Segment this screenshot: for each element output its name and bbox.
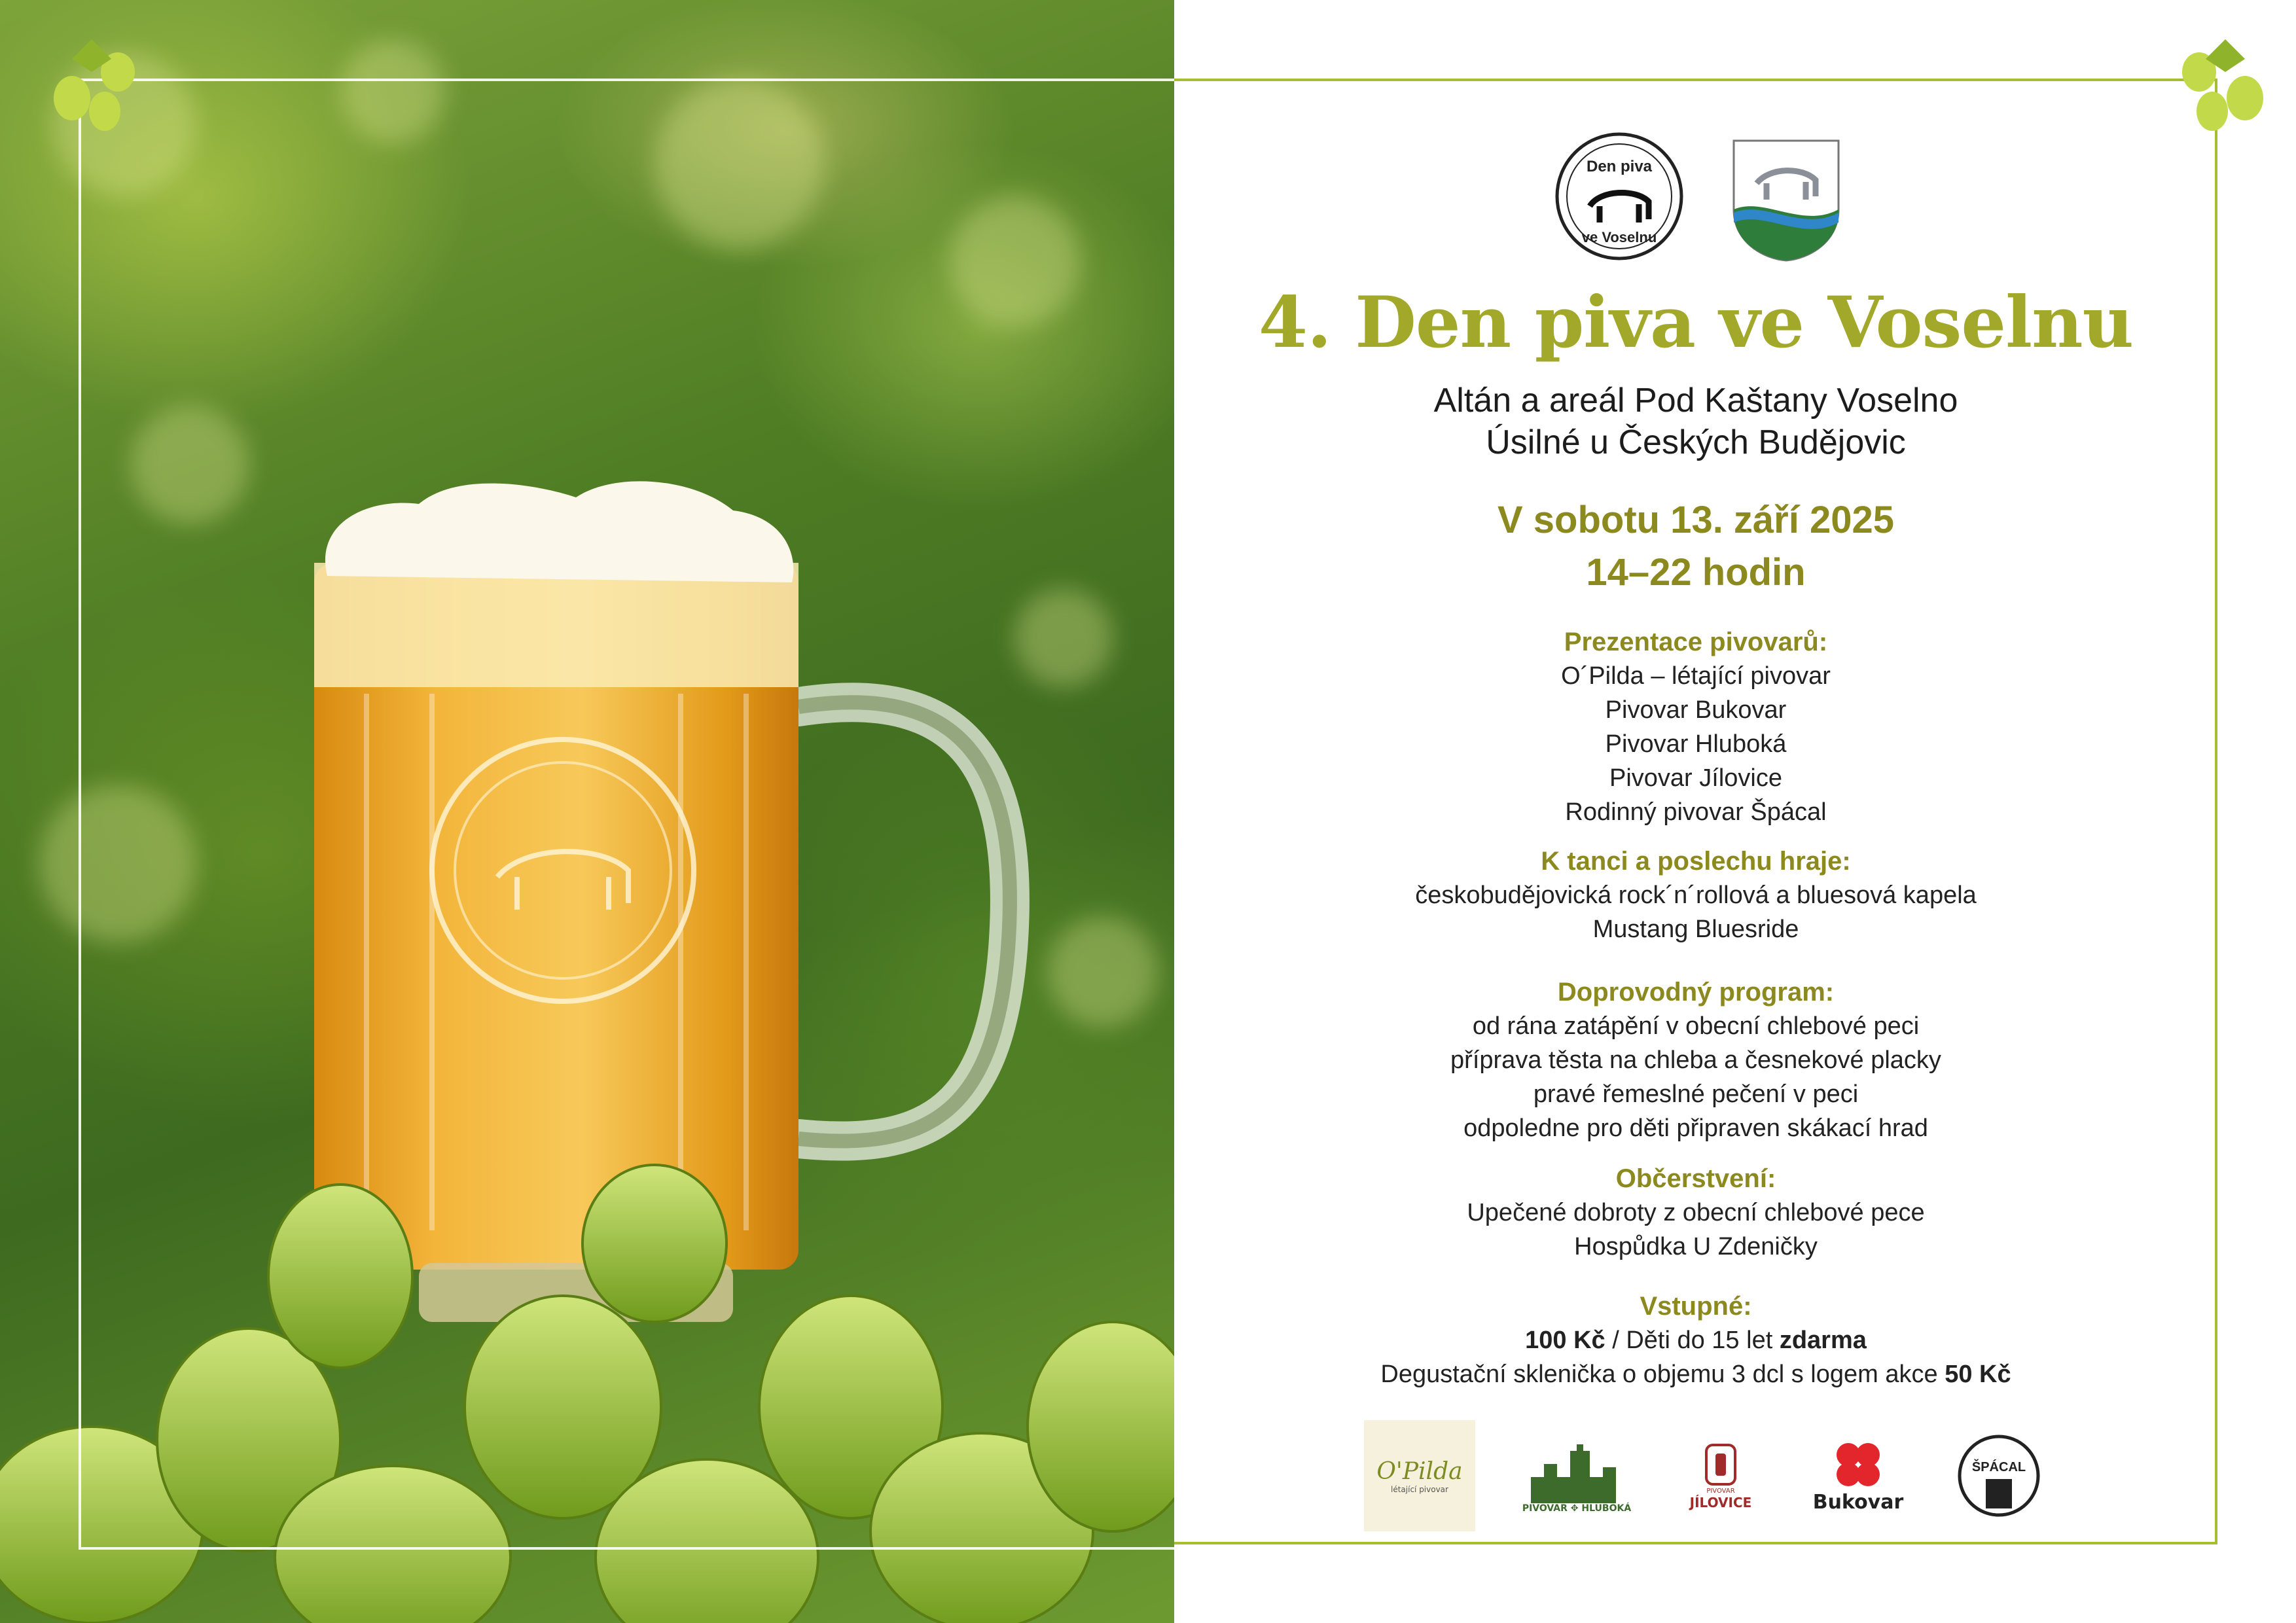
location-line: Úsilné u Českých Budějovic bbox=[1486, 423, 1906, 461]
list-item: Upečené dobroty z obecní chlebové pece bbox=[1467, 1199, 1925, 1226]
list-item: Pivovar Jílovice bbox=[1609, 764, 1782, 792]
glass-line bbox=[1174, 1357, 2217, 1391]
sponsor-opilda bbox=[1364, 1420, 1475, 1531]
event-date bbox=[1174, 494, 2217, 599]
sponsor-name: O'Pilda bbox=[1376, 1457, 1463, 1485]
sponsor-spacal bbox=[1953, 1420, 2045, 1531]
entry-price: 100 Kč bbox=[1525, 1327, 1605, 1354]
kids-free: zdarma bbox=[1779, 1327, 1867, 1354]
entry-price-line bbox=[1174, 1323, 2217, 1357]
photo-frame bbox=[79, 79, 1177, 1550]
kids-label: Děti do 15 let bbox=[1626, 1327, 1780, 1354]
village-coat-of-arms bbox=[1731, 137, 1842, 262]
list-item: od rána zatápění v obecní chlebové peci bbox=[1472, 1012, 1920, 1040]
sponsor-name: PIVOVAR ✥ HLUBOKÁ bbox=[1522, 1503, 1632, 1514]
event-title: 4. Den piva ve Voselnu bbox=[1258, 281, 2134, 364]
list-item: O´Pilda – létající pivovar bbox=[1561, 662, 1831, 690]
time-line: 14–22 hodin bbox=[1586, 551, 1806, 594]
food-section bbox=[1174, 1162, 2217, 1264]
list-item: příprava těsta na chleba a česnekové placky bbox=[1450, 1046, 1941, 1074]
breweries-section bbox=[1174, 625, 2217, 829]
section-heading: K tanci a poslechu hraje: bbox=[1541, 847, 1851, 876]
section-heading: Vstupné: bbox=[1640, 1292, 1752, 1321]
list-item: českobudějovická rock´n´rollová a bluesová kapela bbox=[1415, 882, 1977, 909]
list-item: Pivovar Hluboká bbox=[1605, 730, 1787, 758]
list-item: Pivovar Bukovar bbox=[1605, 696, 1787, 724]
svg-text:Den piva: Den piva bbox=[1586, 158, 1653, 175]
sponsor-hluboka bbox=[1521, 1420, 1632, 1531]
castle-icon bbox=[1524, 1438, 1629, 1503]
event-location bbox=[1174, 380, 2217, 463]
glass-text: Degustační sklenička o objemu 3 dcl s logem akce bbox=[1380, 1361, 1945, 1388]
sponsor-subtitle: létající pivovar bbox=[1391, 1484, 1448, 1494]
sponsor-name: JÍLOVICE bbox=[1689, 1494, 1752, 1510]
section-heading: Občerstvení: bbox=[1615, 1164, 1776, 1193]
separator: / bbox=[1605, 1327, 1626, 1354]
flower-icon bbox=[1829, 1438, 1888, 1491]
sponsor-jilovice bbox=[1678, 1420, 1763, 1531]
music-section bbox=[1174, 844, 2217, 946]
list-item: Hospůdka U Zdeničky bbox=[1574, 1233, 1818, 1260]
sponsor-bukovar bbox=[1803, 1420, 1914, 1531]
sponsor-logos bbox=[1174, 1420, 2217, 1538]
svg-text:ŠPÁCAL: ŠPÁCAL bbox=[1971, 1460, 2026, 1474]
event-logo bbox=[1554, 131, 1685, 262]
sponsor-subtitle: PIVOVAR bbox=[1706, 1487, 1735, 1495]
event-info bbox=[1174, 0, 2217, 1623]
program-section bbox=[1174, 975, 2217, 1145]
list-item: pravé řemeslné pečení v peci bbox=[1533, 1080, 1859, 1108]
hop-ornament-icon bbox=[33, 26, 151, 137]
section-heading: Prezentace pivovarů: bbox=[1564, 628, 1828, 656]
sponsor-name: Bukovar bbox=[1812, 1490, 1904, 1514]
section-heading: Doprovodný program: bbox=[1557, 978, 1835, 1007]
top-logos bbox=[1174, 131, 2217, 262]
list-item: odpoledne pro děti připraven skákací hrad bbox=[1463, 1115, 1928, 1142]
date-line: V sobotu 13. září 2025 bbox=[1497, 499, 1895, 541]
location-line: Altán a areál Pod Kaštany Voselno bbox=[1433, 382, 1958, 419]
list-item: Rodinný pivovar Špácal bbox=[1565, 798, 1827, 826]
glass-price: 50 Kč bbox=[1945, 1361, 2011, 1388]
svg-text:ve Voselnu: ve Voselnu bbox=[1581, 229, 1657, 245]
list-item: Mustang Bluesride bbox=[1592, 916, 1799, 943]
entry-section bbox=[1174, 1289, 2217, 1391]
bottle-icon bbox=[1701, 1442, 1740, 1488]
spacal-badge bbox=[1956, 1433, 2041, 1518]
